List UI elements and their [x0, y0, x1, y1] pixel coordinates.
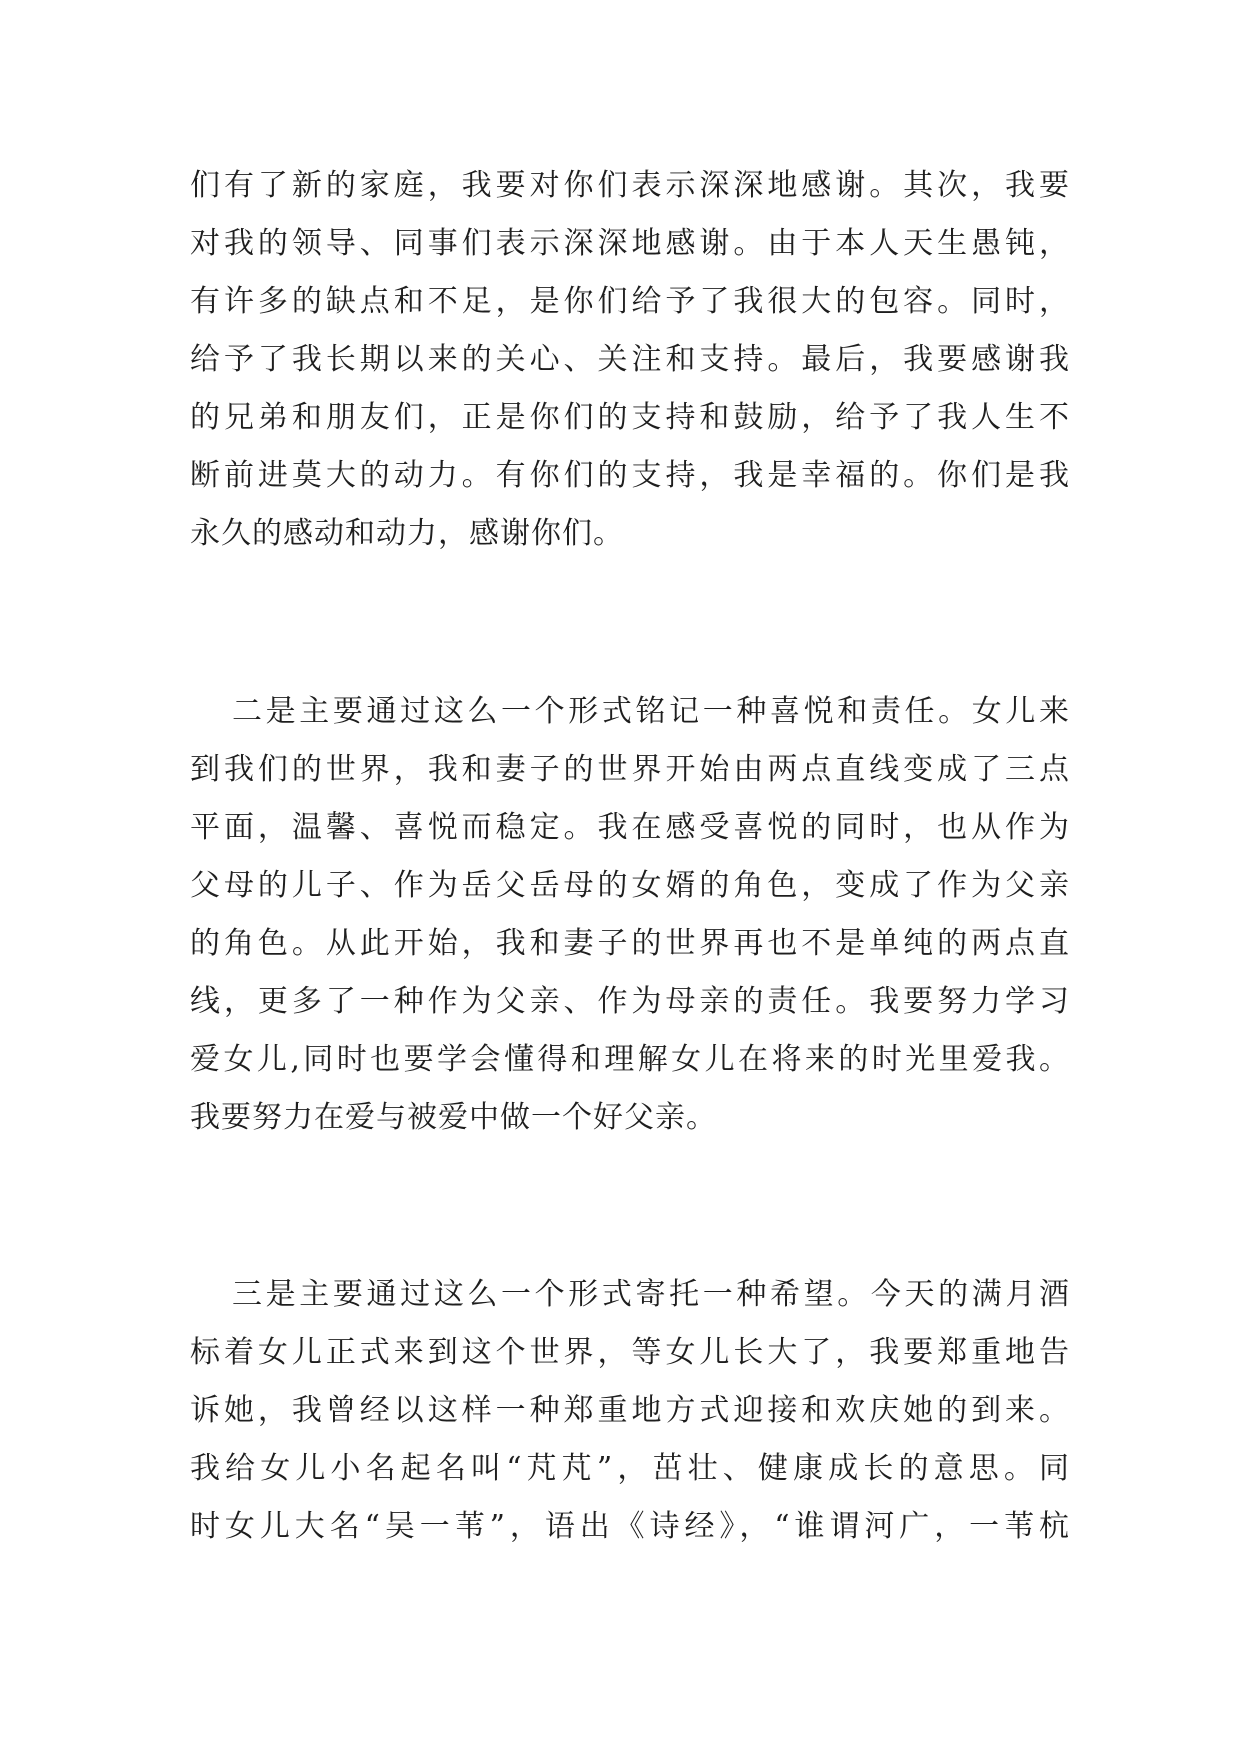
paragraph-hope — [190, 1266, 1070, 1556]
text-line: 有许多的缺点和不足，是你们给予了我很大的包容。同时， — [190, 284, 1070, 319]
text-line: 给予了我长期以来的关心、关注和支持。最后，我要感谢我 — [190, 342, 1070, 377]
text-line: 我要努力在爱与被爱中做一个好父亲。 — [190, 1100, 717, 1135]
text-line: 标着女儿正式来到这个世界，等女儿长大了，我要郑重地告 — [190, 1335, 1070, 1370]
paragraph-joy-and-responsibility — [190, 683, 1070, 1147]
text-line: 线，更多了一种作为父亲、作为母亲的责任。我要努力学习 — [190, 984, 1070, 1019]
text-line: 永久的感动和动力，感谢你们。 — [190, 516, 624, 551]
text-line: 断前进莫大的动力。有你们的支持，我是幸福的。你们是我 — [190, 458, 1070, 493]
text-line: 的角色。从此开始，我和妻子的世界再也不是单纯的两点直 — [190, 926, 1070, 961]
text-line: 们有了新的家庭，我要对你们表示深深地感谢。其次，我要 — [190, 168, 1070, 203]
text-line: 的兄弟和朋友们，正是你们的支持和鼓励，给予了我人生不 — [190, 400, 1070, 435]
text-line: 爱女儿,同时也要学会懂得和理解女儿在将来的时光里爱我。 — [190, 1042, 1070, 1077]
text-line: 二是主要通过这么一个形式铭记一种喜悦和责任。女儿来 — [232, 694, 1070, 729]
text-line: 三是主要通过这么一个形式寄托一种希望。今天的满月酒 — [232, 1277, 1070, 1312]
text-line: 诉她，我曾经以这样一种郑重地方式迎接和欢庆她的到来。 — [190, 1393, 1070, 1428]
text-line: 到我们的世界，我和妻子的世界开始由两点直线变成了三点 — [190, 752, 1070, 787]
text-line: 父母的儿子、作为岳父岳母的女婿的角色，变成了作为父亲 — [190, 868, 1070, 903]
text-line: 对我的领导、同事们表示深深地感谢。由于本人天生愚钝， — [190, 226, 1070, 261]
text-line: 平面，温馨、喜悦而稳定。我在感受喜悦的同时，也从作为 — [190, 810, 1070, 845]
text-line: 我给女儿小名起名叫“芃芃”，茁壮、健康成长的意思。同 — [190, 1451, 1070, 1486]
text-line: 时女儿大名“吴一苇”，语出《诗经》，“谁谓河广，一苇杭 — [190, 1509, 1070, 1544]
paragraph-gratitude — [190, 157, 1070, 563]
